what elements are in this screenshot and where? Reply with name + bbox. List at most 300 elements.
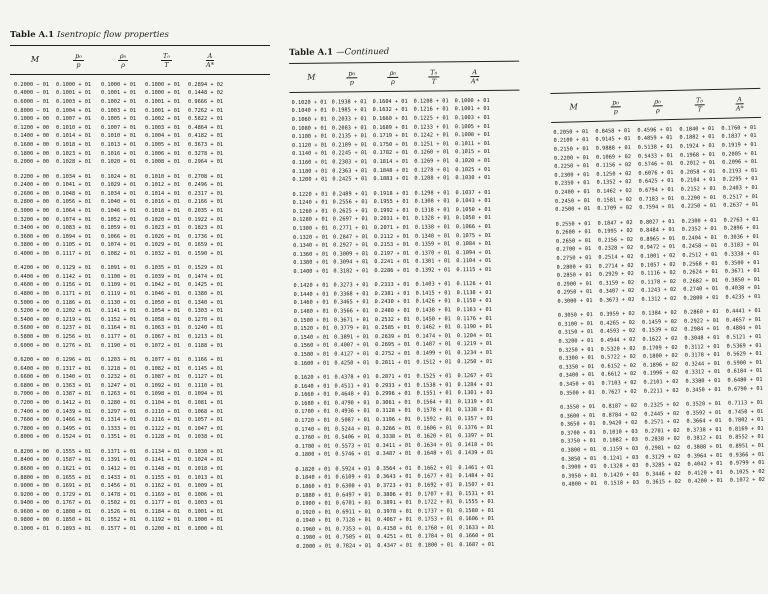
table-cell: 0.1502 + 01 xyxy=(101,500,137,507)
table-cell: 0.2600 + 01 xyxy=(555,229,591,237)
table-cell: 0.1002 + 01 xyxy=(101,98,137,105)
table-cell: 0.3128 + 01 xyxy=(375,408,411,415)
table-cell: 0.1000 + 01 xyxy=(56,81,92,88)
table-cell: 0.1004 + 01 xyxy=(145,133,181,140)
header-denominator: p xyxy=(349,77,354,86)
table-cell: 0.6400 + 00 xyxy=(14,365,50,372)
table-cell: 0.1202 + 01 xyxy=(56,308,92,315)
table-cell: 0.1456 + 01 xyxy=(101,483,137,490)
table-cell: 0.1263 + 01 xyxy=(101,391,137,398)
table-cell: 0.1142 + 01 xyxy=(56,273,92,280)
table-cell: 0.8169 + 01 xyxy=(728,425,764,433)
table-cell: 0.1814 + 01 xyxy=(373,158,409,166)
table-cell: 0.1040 + 01 xyxy=(101,199,137,206)
table-cell: 0.1171 + 01 xyxy=(56,291,92,298)
table-cell: 0.1560 + 01 xyxy=(294,343,330,350)
table-cell: 0.1922 + 01 xyxy=(188,216,224,223)
table-cell: 0.1680 + 01 xyxy=(294,400,330,407)
col-area-ratio xyxy=(454,91,500,550)
table-cell: 0.1420 + 01 xyxy=(293,282,329,290)
table-cell: 0.1028 + 01 xyxy=(56,159,92,166)
table-cell: 0.1606 + 01 xyxy=(458,516,495,523)
table-cell: 0.2166 + 01 xyxy=(188,199,224,206)
table-cell: 0.2156 + 02 xyxy=(597,236,634,244)
table-cell: 0.1056 + 01 xyxy=(56,199,92,206)
table-cell: 0.1152 + 01 xyxy=(101,316,137,323)
table-cell: 0.1150 + 01 xyxy=(456,298,492,305)
table-cell: 0.1007 + 01 xyxy=(101,124,137,131)
table-cell: 0.1552 + 01 xyxy=(101,517,137,524)
table-cell: 0.1288 + 01 xyxy=(414,175,450,182)
table-cell: 0.1007 + 01 xyxy=(56,116,92,123)
col-temperature-ratio xyxy=(145,75,188,534)
table-cell: 0.1000 + 01 xyxy=(145,81,181,88)
table-cell: 0.1098 + 01 xyxy=(145,391,181,398)
table-cell: 0.3048 + 01 xyxy=(684,334,720,342)
table-cell: 0.6800 + 00 xyxy=(14,382,50,389)
col-density-ratio xyxy=(372,92,418,551)
table-cell: 0.3738 + 01 xyxy=(686,426,722,434)
table-cell: 0.1082 + 03 xyxy=(602,437,639,445)
table-cell: 0.1104 + 01 xyxy=(145,399,181,406)
table-cell: 0.1370 + 01 xyxy=(415,250,451,257)
table-cell: 0.2700 + 01 xyxy=(556,246,592,254)
table-cell: 0.2189 + 01 xyxy=(331,141,368,149)
table-cell: 0.1039 + 01 xyxy=(145,273,181,280)
table-cell: 0.3000 + 00 xyxy=(14,207,50,214)
table-cell: 0.6612 + 02 xyxy=(601,371,637,379)
table-cell: 0.5746 + 01 xyxy=(638,161,674,169)
table-cell: 0.1035 + 01 xyxy=(145,265,181,272)
table-cell: 0.1110 + 01 xyxy=(188,382,224,389)
table-cell: 0.3178 + 01 xyxy=(684,352,720,360)
table-cell: 0.1459 + 02 xyxy=(641,318,678,326)
header-numerator: T₀ xyxy=(428,68,439,77)
table-cell: 0.2650 + 01 xyxy=(555,237,592,245)
header-denominator: A* xyxy=(735,103,744,112)
table-cell: 0.4864 + 01 xyxy=(188,124,224,131)
table-cell: 0.1080 + 01 xyxy=(291,125,327,132)
table-cell: 0.3978 + 01 xyxy=(376,508,412,515)
header-numerator: p₀ xyxy=(610,98,621,107)
table-cell: 0.1220 + 01 xyxy=(292,191,328,198)
table-cell: 0.1067 + 01 xyxy=(145,334,181,341)
table-cell: 0.1003 + 01 xyxy=(188,500,224,507)
table-cell: 0.1000 + 01 xyxy=(188,526,224,533)
table-cell: 0.1622 + 02 xyxy=(642,336,678,343)
table-cell: 0.1577 + 01 xyxy=(101,526,137,533)
table-cell: 0.2033 + 01 xyxy=(331,116,367,123)
table-cell: 0.1010 + 01 xyxy=(56,124,92,131)
table-cell: 0.7200 + 00 xyxy=(14,399,50,406)
table-cell: 0.6109 + 01 xyxy=(335,474,371,481)
table-cell: 0.1074 + 01 xyxy=(56,216,92,223)
table-cell: 0.1520 + 01 xyxy=(293,325,330,333)
table-cell: 0.4200 + 00 xyxy=(14,265,50,272)
col-area-ratio xyxy=(721,118,768,486)
table-cell: 0.2200 + 01 xyxy=(680,194,717,202)
table-cell: 0.6300 + 01 xyxy=(335,483,371,490)
table-cell: 0.4007 + 01 xyxy=(334,342,370,349)
table-cell: 0.5369 + 01 xyxy=(726,342,762,350)
table-cell: 0.1011 + 01 xyxy=(454,140,491,148)
table-cell: 0.1225 + 01 xyxy=(413,115,449,122)
table-cell: 0.3950 + 01 xyxy=(561,472,597,480)
table-cell: 0.1046 + 01 xyxy=(101,207,137,214)
table-cell: 0.1900 + 01 xyxy=(295,500,331,508)
table-cell: 0.7824 + 01 xyxy=(336,543,372,550)
table-cell: 0.1592 + 01 xyxy=(416,416,453,423)
header-pressure-ratio xyxy=(595,97,637,115)
table-cell: 0.1882 + 01 xyxy=(679,134,715,142)
table-cell: 0.1823 + 01 xyxy=(188,225,224,232)
table-cell: 0.1218 + 01 xyxy=(101,365,137,372)
table-cell: 0.1208 + 01 xyxy=(413,98,449,105)
table-cell: 0.1247 + 01 xyxy=(101,382,137,389)
table-cell: 0.3671 + 01 xyxy=(333,316,369,324)
table-header xyxy=(10,45,270,75)
table-cell: 0.1660 + 01 xyxy=(372,115,408,123)
table-cell: 0.1001 + 01 xyxy=(101,90,137,97)
table-cell: 0.3407 + 02 xyxy=(599,288,635,296)
table-cell: 0.1005 + 01 xyxy=(454,123,490,130)
table-cell: 0.3129 + 02 xyxy=(645,453,681,461)
table-cell: 0.1001 + 01 xyxy=(56,90,92,97)
table-cell: 0.1800 + 01 xyxy=(295,451,331,459)
table-cell: 0.9420 + 02 xyxy=(602,420,638,428)
table-cell: 0.1920 + 01 xyxy=(295,509,331,516)
table-cell: 0.1525 + 01 xyxy=(416,373,452,380)
table-cell: 0.2927 + 01 xyxy=(333,242,369,249)
table-cell: 0.6425 + 01 xyxy=(638,178,674,186)
table-cell: 0.8200 + 00 xyxy=(14,448,50,455)
header-denominator: p xyxy=(613,106,618,115)
table-cell: 0.1042 + 01 xyxy=(145,282,181,289)
table-cell: 0.1750 + 01 xyxy=(372,141,409,148)
table-cell: 0.2000 + 00 xyxy=(14,159,50,166)
table-cell: 0.1068 + 01 xyxy=(188,408,224,415)
table-cell: 0.1269 + 01 xyxy=(414,158,450,165)
table-cell: 0.1156 + 01 xyxy=(56,282,92,289)
table-cell: 0.2752 + 01 xyxy=(375,350,411,358)
table-cell: 0.1013 + 01 xyxy=(188,474,224,481)
table-cell: 0.1689 + 01 xyxy=(372,124,408,131)
table-cell: 0.1000 + 01 xyxy=(101,81,137,88)
table-cell: 0.2000 − 01 xyxy=(14,81,50,88)
table-cell: 0.9888 + 01 xyxy=(595,145,631,152)
table-cell: 0.2250 + 01 xyxy=(554,163,590,171)
table-cell: 0.1392 + 01 xyxy=(415,267,451,274)
header-pressure-ratio xyxy=(331,69,372,86)
table-cell: 0.1620 + 01 xyxy=(417,433,453,440)
table-cell: 0.1938 + 01 xyxy=(331,98,367,106)
col-mach xyxy=(14,75,56,534)
table-cell: 0.1016 + 01 xyxy=(101,150,137,157)
table-cell: 0.2585 + 01 xyxy=(374,324,411,332)
table-cell: 0.1001 + 01 xyxy=(145,98,181,105)
table-cell: 0.3850 + 01 xyxy=(561,455,597,463)
table-cell: 0.3250 + 01 xyxy=(558,346,594,354)
table-cell: 0.2695 + 01 xyxy=(375,342,411,349)
table-cell: 0.3036 + 01 xyxy=(723,233,760,241)
table-cell: 0.1094 + 01 xyxy=(56,233,92,240)
table-cell: 0.1606 + 01 xyxy=(416,424,453,432)
table-cell: 0.5320 + 02 xyxy=(600,345,636,353)
table-cell: 0.1233 + 01 xyxy=(413,123,449,131)
table-cell: 0.1200 + 00 xyxy=(14,124,50,131)
table-cell: 0.1412 + 01 xyxy=(56,399,92,406)
table-cell: 0.1687 + 01 xyxy=(459,541,495,549)
table-cell: 0.1555 + 01 xyxy=(458,498,494,506)
table-cell: 0.1009 + 01 xyxy=(188,483,224,490)
table-cell: 0.7800 + 00 xyxy=(14,425,50,432)
table-cell: 0.5138 + 01 xyxy=(637,144,673,151)
table-cell: 0.1237 + 01 xyxy=(56,325,92,332)
col-temperature-ratio xyxy=(413,91,459,550)
header-numerator: ρ₀ xyxy=(388,68,399,77)
table-cell: 0.3400 + 01 xyxy=(559,372,595,380)
col-pressure-ratio xyxy=(56,75,101,534)
table-cell: 0.3200 + 00 xyxy=(14,216,50,223)
table-cell: 0.5629 + 01 xyxy=(726,351,762,358)
table-cell: 0.1120 + 01 xyxy=(291,142,328,149)
table-cell: 0.3723 + 01 xyxy=(376,482,412,490)
table-cell: 0.1397 + 01 xyxy=(458,433,494,440)
table-cell: 0.1074 + 01 xyxy=(101,242,137,249)
table-cell: 0.1115 + 01 xyxy=(456,266,492,274)
table-cell: 0.1439 + 01 xyxy=(56,408,92,415)
table-cell: 0.1003 + 01 xyxy=(145,124,181,131)
table-cell: 0.3891 + 01 xyxy=(376,499,412,507)
table-cell: 0.1010 + 01 xyxy=(145,173,181,180)
table-cell: 0.1162 + 01 xyxy=(145,483,181,490)
table-cell: 0.2981 + 02 xyxy=(645,444,681,452)
table-cell: 0.8951 + 01 xyxy=(728,442,765,450)
table-cell: 0.3312 + 01 xyxy=(685,369,721,377)
table-cell: 0.9200 + 00 xyxy=(14,491,50,498)
table-cell: 0.1006 + 01 xyxy=(188,491,224,498)
table-cell: 0.2480 + 01 xyxy=(374,307,410,315)
table-cell: 0.2241 + 01 xyxy=(374,259,410,266)
table-cell: 0.1620 + 01 xyxy=(294,374,330,381)
table-cell: 0.1000 + 01 xyxy=(14,526,50,533)
table-cell: 0.1020 + 01 xyxy=(101,159,137,166)
table-cell: 0.1995 + 02 xyxy=(597,228,633,236)
table-cell: 0.1001 + 01 xyxy=(454,106,490,113)
table-cell: 0.1450 + 01 xyxy=(415,315,451,323)
table-cell: 0.1782 + 01 xyxy=(373,150,409,157)
table-cell: 0.3400 + 00 xyxy=(14,225,50,232)
table-cell: 0.1278 + 01 xyxy=(414,166,450,174)
table-cell: 0.2333 + 01 xyxy=(374,282,410,289)
table-cell: 0.2245 + 01 xyxy=(332,150,368,157)
table-cell: 0.4790 + 01 xyxy=(334,399,370,407)
table-cell: 0.1003 + 01 xyxy=(101,107,137,114)
table-cell: 0.1847 + 02 xyxy=(597,219,633,227)
table-cell: 0.1940 + 01 xyxy=(295,517,332,525)
table-cell: 0.9800 + 00 xyxy=(14,517,50,524)
table-cell: 0.3566 + 01 xyxy=(333,308,369,315)
table-cell: 0.2489 + 01 xyxy=(332,190,368,198)
table-cell: 0.2300 + 01 xyxy=(681,217,717,225)
table-cell: 0.1400 + 00 xyxy=(14,133,50,140)
table-cell: 0.1380 + 01 xyxy=(188,291,224,298)
table-cell: 0.1166 + 01 xyxy=(188,357,224,363)
table-cell: 0.1141 + 01 xyxy=(145,457,181,464)
table-cell: 0.2317 + 01 xyxy=(188,190,224,197)
header-mach xyxy=(14,56,56,64)
table-cell: 0.1480 + 01 xyxy=(293,308,329,316)
table-cell: 0.2922 + 01 xyxy=(683,317,720,325)
table-cell: 0.1066 + 01 xyxy=(101,233,137,240)
table-cell: 0.1169 + 01 xyxy=(145,491,181,498)
table-cell: 0.3450 + 01 xyxy=(685,386,721,394)
table-cell: 0.1014 + 01 xyxy=(145,190,181,197)
table-cell: 0.2197 + 01 xyxy=(374,250,410,257)
header-numerator: T₀ xyxy=(694,96,705,105)
table-cell: 0.6600 + 00 xyxy=(14,374,50,381)
table-cell: 0.3183 + 01 xyxy=(724,242,760,250)
table-cell: 0.1317 + 01 xyxy=(56,365,92,372)
table-cell: 0.1474 + 01 xyxy=(188,273,224,280)
table-cell: 0.3182 + 01 xyxy=(333,268,369,275)
table-cell: 0.3600 + 00 xyxy=(14,233,50,240)
table-cell: 0.1034 + 01 xyxy=(56,173,92,180)
table-cell: 0.1040 + 01 xyxy=(291,107,327,115)
table-cell: 0.2701 + 02 xyxy=(644,427,680,435)
table-cell: 0.8965 + 01 xyxy=(639,235,676,243)
table-cell: 0.1980 + 01 xyxy=(296,535,332,542)
table-cell: 0.2550 + 01 xyxy=(555,220,591,228)
table-cell: 0.7000 + 00 xyxy=(14,391,50,398)
table-cell: 0.1242 + 01 xyxy=(413,132,450,139)
table-cell: 0.1060 + 01 xyxy=(291,116,327,123)
table-cell: 0.1800 + 02 xyxy=(642,353,679,361)
table-cell: 0.2458 + 01 xyxy=(682,243,718,251)
table-cell: 0.1094 + 01 xyxy=(188,391,224,398)
table-cell: 0.1850 + 01 xyxy=(56,517,92,524)
table-cell: 0.1420 + 03 xyxy=(603,471,639,479)
table-cell: 0.1116 + 02 xyxy=(640,270,676,277)
table-cell: 0.5406 + 01 xyxy=(335,434,371,441)
table-cell: 0.4120 + 01 xyxy=(687,469,723,477)
table-cell: 0.7183 + 01 xyxy=(638,195,675,203)
table-cell: 0.1180 + 01 xyxy=(292,168,328,175)
table-cell: 0.1524 + 01 xyxy=(56,434,92,441)
table-cell: 0.1499 + 01 xyxy=(416,350,452,357)
table-cell: 0.1050 + 01 xyxy=(455,206,491,213)
table-cell: 0.1564 + 01 xyxy=(416,399,452,406)
table-cell: 0.2200 + 00 xyxy=(14,173,50,180)
table-cell: 0.3900 + 01 xyxy=(561,464,597,471)
table-cell: 0.1784 + 01 xyxy=(418,533,454,541)
table-cell: 0.1240 + 01 xyxy=(188,325,224,332)
table-cell: 0.1024 + 01 xyxy=(188,457,224,464)
table-cell: 0.7585 + 01 xyxy=(336,534,372,542)
table-cell: 0.1357 + 01 xyxy=(457,415,494,423)
table-cell: 0.1004 + 01 xyxy=(56,107,92,114)
table-cell: 0.2984 + 01 xyxy=(684,326,720,334)
table-cell: 0.1518 + 03 xyxy=(603,480,640,488)
header-symbol: M xyxy=(307,72,316,82)
table-cell: 0.1041 + 01 xyxy=(56,182,92,189)
table-cell: 0.1709 + 02 xyxy=(597,205,633,213)
table-cell: 0.1013 + 01 xyxy=(101,141,137,148)
table-cell: 0.4596 + 01 xyxy=(637,126,673,134)
table-cell: 0.2450 + 01 xyxy=(554,197,591,205)
table-cell: 0.1129 + 01 xyxy=(56,265,92,272)
table-cell: 0.1250 + 01 xyxy=(457,358,493,365)
table-cell: 0.4800 + 00 xyxy=(14,291,50,298)
table-cell: 0.1737 + 01 xyxy=(417,508,453,515)
table-cell: 0.1507 + 01 xyxy=(458,481,494,489)
table-cell: 0.1276 + 01 xyxy=(56,342,92,349)
table-cell: 0.1138 + 01 xyxy=(456,289,492,297)
table-cell: 0.1484 + 01 xyxy=(458,473,494,480)
table-cell: 0.2624 + 01 xyxy=(682,269,718,276)
table-cell: 0.9366 + 01 xyxy=(729,451,765,459)
table-cell: 0.1753 + 01 xyxy=(417,516,454,523)
table-cell: 0.1032 + 01 xyxy=(145,250,181,257)
table-cell: 0.4593 + 02 xyxy=(600,328,636,336)
table-cell: 0.1260 + 01 xyxy=(292,208,328,215)
table-cell: 0.1100 + 01 xyxy=(291,133,328,141)
table-cell: 0.1719 + 01 xyxy=(372,132,409,140)
table-cell: 0.1314 + 01 xyxy=(101,417,137,424)
table-cell: 0.8027 + 01 xyxy=(639,218,675,226)
table-cell: 0.1163 + 01 xyxy=(456,306,492,314)
table-cell: 0.9145 + 01 xyxy=(595,136,631,144)
table-cell: 0.4265 + 02 xyxy=(599,319,636,327)
table-cell: 0.3800 + 01 xyxy=(561,446,597,454)
table-cell: 0.1190 + 01 xyxy=(456,324,493,331)
table-cell: 0.7627 + 02 xyxy=(601,388,637,396)
table-cell: 0.2500 + 01 xyxy=(555,206,591,214)
table-cell: 0.2639 + 01 xyxy=(374,333,411,340)
table-cell: 0.3350 + 01 xyxy=(559,363,595,371)
table-cell: 0.4400 + 00 xyxy=(14,273,50,280)
table-cell: 0.1303 + 01 xyxy=(188,308,224,315)
table-cell: 0.8484 + 01 xyxy=(639,227,675,234)
header-denominator: ρ xyxy=(655,105,660,114)
table-cell: 0.1500 + 01 xyxy=(293,317,329,324)
table-cell: 0.1047 + 01 xyxy=(188,425,224,432)
table-cell: 0.1677 + 01 xyxy=(417,473,453,481)
table-cell: 0.4235 + 01 xyxy=(725,293,761,301)
table-cell: 0.2200 + 01 xyxy=(553,154,590,162)
table-cell: 0.3564 + 01 xyxy=(376,465,412,472)
table-cell: 0.1058 + 01 xyxy=(145,316,181,323)
table-cell: 0.1352 + 02 xyxy=(596,179,632,187)
table-cell: 0.1192 + 01 xyxy=(145,517,181,524)
table-cell: 0.1072 + 01 xyxy=(145,342,181,349)
table-cell: 0.4000 − 01 xyxy=(14,90,50,97)
table-panel-1 xyxy=(10,30,270,534)
table-cell: 0.2000 + 01 xyxy=(296,543,332,551)
table-cell: 0.1319 + 01 xyxy=(457,398,493,406)
table-cell: 0.1391 + 01 xyxy=(101,457,137,464)
table-cell: 0.2403 + 01 xyxy=(722,184,758,192)
table-cell: 0.1338 + 01 xyxy=(457,407,493,414)
table-cell: 0.3196 + 01 xyxy=(375,416,412,424)
table-cell: 0.9400 + 00 xyxy=(14,500,50,507)
table-cell: 0.1707 + 01 xyxy=(417,490,453,498)
table-cell: 0.2800 + 01 xyxy=(683,294,719,302)
table-cell: 0.9472 + 01 xyxy=(640,244,676,252)
table-cell: 0.1000 + 00 xyxy=(14,116,50,123)
table-cell: 0.2682 + 01 xyxy=(682,277,719,285)
table-cell: 0.2286 + 01 xyxy=(374,267,410,274)
